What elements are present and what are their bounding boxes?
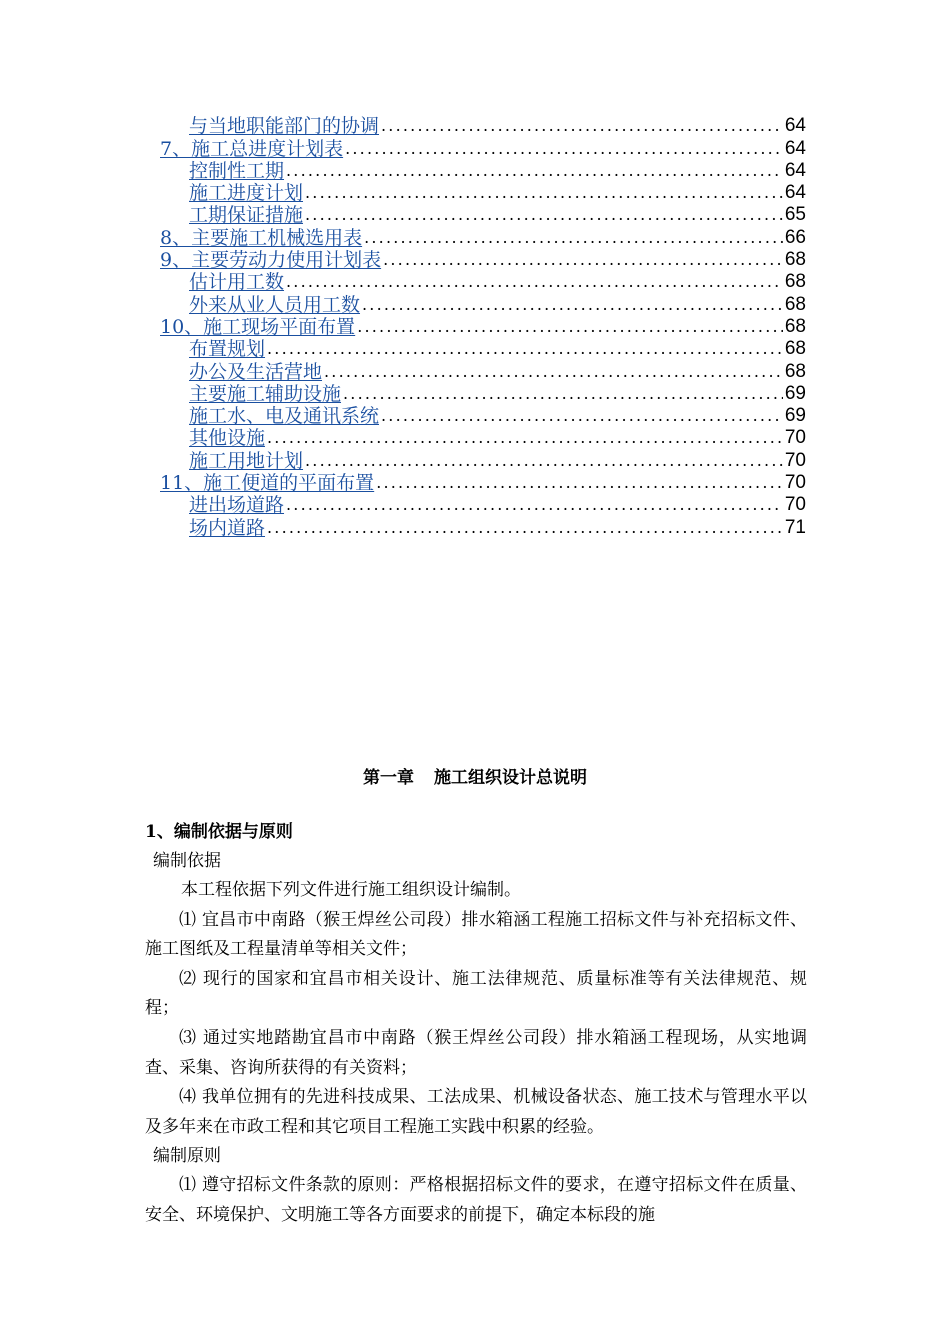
toc-entry-link[interactable]: 主要施工辅助设施 (189, 382, 342, 405)
toc-entry[interactable] (160, 316, 806, 338)
toc-page-number: 70 (784, 427, 806, 449)
toc-entry-link[interactable]: 10、施工现场平面布置 (160, 315, 356, 338)
toc-entry-link[interactable]: 施工用地计划 (189, 449, 304, 472)
toc-dot-leader (383, 249, 783, 271)
toc-entry-link[interactable]: 工期保证措施 (189, 204, 304, 227)
toc-page-number: 68 (784, 338, 806, 360)
basis-intro-paragraph: 本工程依据下列文件进行施工组织设计编制。 (181, 880, 521, 900)
toc-page-number: 68 (784, 360, 806, 382)
chapter-content (145, 818, 807, 1231)
toc-entry[interactable] (160, 472, 806, 494)
subsection-heading-principle: 编制原则 (153, 1146, 221, 1167)
toc-entry-link[interactable]: 估计用工数 (189, 271, 285, 294)
table-of-contents (160, 115, 806, 539)
toc-entry[interactable] (160, 427, 806, 449)
toc-page-number: 64 (784, 115, 806, 137)
toc-entry[interactable] (160, 137, 806, 159)
toc-entry[interactable] (160, 293, 806, 315)
toc-page-number: 64 (784, 137, 806, 159)
basis-item: ⑶ 通过实地踏勘宜昌市中南路（猴王焊丝公司段）排水箱涵工程现场，从实地调查、采集、咨询所获得的有关资料； (145, 1027, 807, 1078)
toc-entry[interactable] (160, 204, 806, 226)
toc-entry[interactable] (160, 271, 806, 293)
chapter-name: 施工组织设计总说明 (434, 768, 587, 788)
subsection-heading-basis: 编制依据 (153, 851, 221, 871)
toc-page-number: 70 (784, 472, 806, 494)
chapter-title (0, 763, 950, 788)
toc-entry-link[interactable]: 其他设施 (189, 427, 266, 450)
toc-page-number: 68 (784, 271, 806, 293)
toc-dot-leader (267, 517, 783, 539)
toc-entry-link[interactable]: 8、主要施工机械选用表 (160, 226, 363, 249)
toc-dot-leader (267, 427, 783, 449)
toc-dot-leader (286, 160, 783, 182)
toc-entry-link[interactable]: 控制性工期 (189, 159, 285, 182)
toc-page-number: 68 (784, 249, 806, 271)
toc-page-number: 68 (784, 315, 806, 337)
toc-dot-leader (364, 227, 783, 249)
chapter-label: 第一章 (363, 768, 414, 788)
toc-page-number: 69 (784, 382, 806, 404)
toc-entry[interactable] (160, 494, 806, 516)
toc-entry-link[interactable]: 布置规划 (189, 338, 266, 361)
toc-entry[interactable] (160, 405, 806, 427)
basis-item: ⑵ 现行的国家和宜昌市相关设计、施工法律规范、质量标准等有关法律规范、规程； (145, 968, 807, 1019)
toc-dot-leader (286, 271, 783, 293)
toc-entry-link[interactable]: 外来从业人员用工数 (189, 293, 361, 316)
toc-page-number: 65 (784, 204, 806, 226)
toc-page-number: 71 (784, 516, 806, 538)
toc-entry-link[interactable]: 施工进度计划 (189, 182, 304, 205)
toc-dot-leader (381, 405, 783, 427)
toc-entry-link[interactable]: 7、施工总进度计划表 (160, 137, 344, 160)
toc-dot-leader (324, 361, 783, 383)
toc-dot-leader (305, 182, 783, 204)
toc-dot-leader (267, 338, 783, 360)
toc-dot-leader (286, 494, 783, 516)
toc-dot-leader (357, 316, 783, 338)
toc-page-number: 69 (784, 405, 806, 427)
section-heading: 1、编制依据与原则 (145, 822, 293, 842)
toc-entry[interactable] (160, 449, 806, 471)
toc-entry-link[interactable]: 场内道路 (189, 516, 266, 539)
toc-dot-leader (376, 472, 783, 494)
toc-entry[interactable] (160, 226, 806, 248)
toc-page-number: 64 (784, 159, 806, 181)
basis-item: ⑴ 宜昌市中南路（猴王焊丝公司段）排水箱涵工程施工招标文件与补充招标文件、施工图纸及工程量清单等相关文件； (145, 909, 807, 960)
toc-entry-link[interactable]: 进出场道路 (189, 494, 285, 517)
toc-entry[interactable] (160, 360, 806, 382)
toc-page-number: 66 (784, 226, 806, 248)
toc-page-number: 70 (784, 494, 806, 516)
principle-item: ⑴ 遵守招标文件条款的原则：严格根据招标文件的要求，在遵守招标文件在质量、安全、环境保护、文明施工等各方面要求的前提下，确定本标段的施 (145, 1175, 807, 1225)
toc-entry-link[interactable]: 办公及生活营地 (189, 360, 323, 383)
toc-entry[interactable] (160, 182, 806, 204)
toc-entry[interactable] (160, 516, 806, 538)
toc-page-number: 64 (784, 182, 806, 204)
toc-entry-link[interactable]: 施工水、电及通讯系统 (189, 405, 380, 428)
toc-entry[interactable] (160, 160, 806, 182)
toc-entry-link[interactable]: 与当地职能部门的协调 (189, 115, 380, 138)
toc-page-number: 70 (784, 449, 806, 471)
toc-entry-link[interactable]: 11、施工便道的平面布置 (160, 472, 375, 495)
toc-dot-leader (362, 294, 783, 316)
toc-page-number: 68 (784, 293, 806, 315)
toc-entry[interactable] (160, 383, 806, 405)
toc-dot-leader (345, 138, 783, 160)
basis-item: ⑷ 我单位拥有的先进科技成果、工法成果、机械设备状态、施工技术与管理水平以及多年来在市政工程和其它项目工程施工实践中积累的经验。 (145, 1087, 807, 1137)
toc-dot-leader (381, 115, 783, 137)
toc-entry[interactable] (160, 338, 806, 360)
toc-entry-link[interactable]: 9、主要劳动力使用计划表 (160, 249, 382, 272)
toc-dot-leader (305, 450, 783, 472)
toc-entry[interactable] (160, 115, 806, 137)
toc-entry[interactable] (160, 249, 806, 271)
toc-dot-leader (305, 204, 783, 226)
toc-dot-leader (343, 383, 783, 405)
